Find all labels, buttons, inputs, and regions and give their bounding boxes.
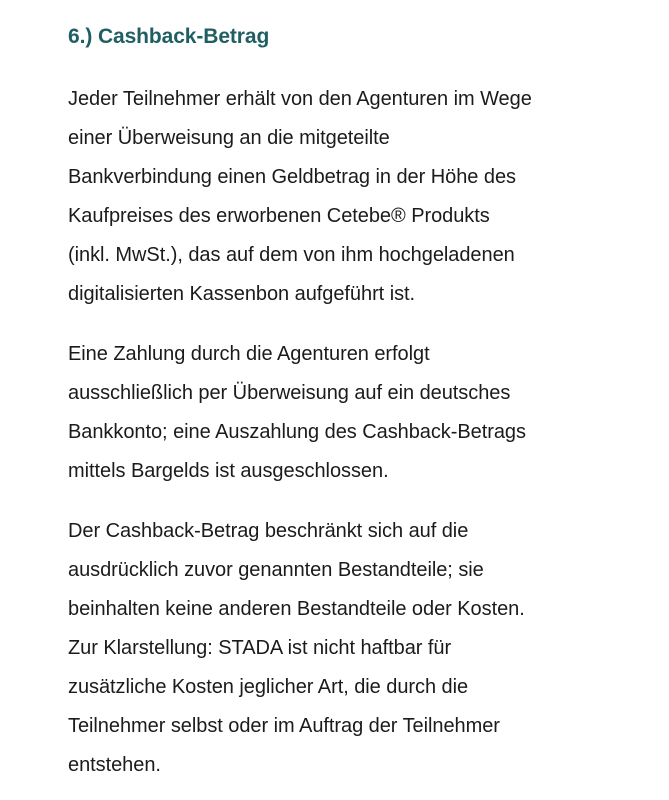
paragraph-line: Jeder Teilnehmer erhält von den Agenturen im Wege — [68, 88, 532, 110]
paragraph-line: zusätzliche Kosten jeglicher Art, die durch die — [68, 676, 469, 698]
paragraph-line: mittels Bargelds ist ausgeschlossen. — [68, 460, 389, 482]
paragraph-line: digitalisierten Kassenbon aufgeführt ist. — [68, 283, 416, 305]
paragraph-line: beinhalten keine anderen Bestandteile oder Kosten. — [68, 598, 525, 620]
paragraph-line: entstehen. — [68, 754, 161, 776]
paragraph-line: Kaufpreises des erworbenen Cetebe® Produkts — [68, 205, 490, 227]
paragraph-line: Zur Klarstellung: STADA ist nicht haftbar für — [68, 637, 452, 659]
paragraph-line: ausschließlich per Überweisung auf ein deutsches — [68, 382, 511, 404]
paragraph-line: Eine Zahlung durch die Agenturen erfolgt — [68, 343, 430, 365]
paragraph-line: Der Cashback-Betrag beschränkt sich auf die — [68, 520, 469, 542]
paragraph-line: (inkl. MwSt.), das auf dem von ihm hochgeladenen — [68, 244, 515, 266]
paragraph-line: Teilnehmer selbst oder im Auftrag der Teilnehmer — [68, 715, 500, 737]
paragraph-line: Bankkonto; eine Auszahlung des Cashback-Betrags — [68, 421, 526, 443]
section-heading: 6.) Cashback-Betrag — [68, 25, 270, 48]
paragraph-line: einer Überweisung an die mitgeteilte — [68, 127, 390, 149]
paragraph-line: Bankverbindung einen Geldbetrag in der Höhe des — [68, 166, 516, 188]
paragraph-line: ausdrücklich zuvor genannten Bestandteile; sie — [68, 559, 484, 581]
